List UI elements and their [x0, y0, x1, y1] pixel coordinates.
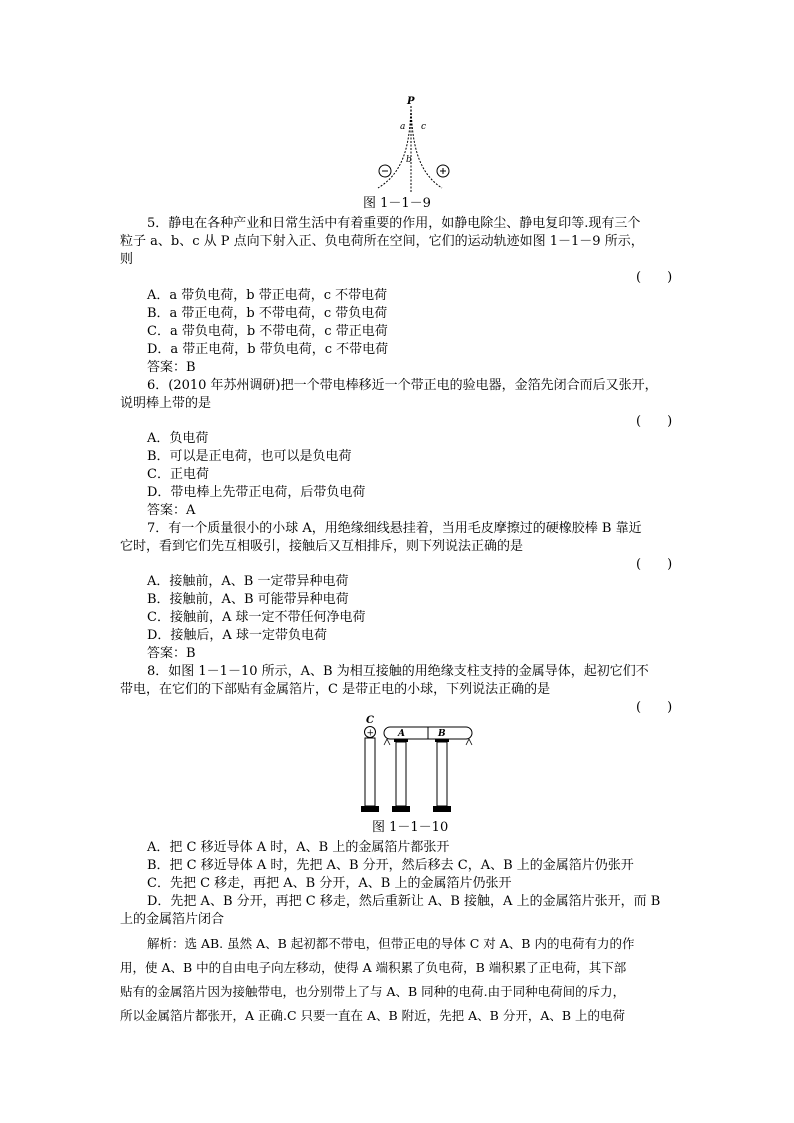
q8-analysis-line-4: 所以金属箔片都张开，A 正确.C 只要一直在 A、B 附近，先把 A、B 分开，A、B 上的电荷	[120, 1008, 626, 1023]
q5-option-b: B．a 带正电荷，b 不带电荷，c 带负电荷	[147, 306, 388, 321]
figure-1-1-9	[350, 92, 470, 202]
q6-stem-line-2: 说明棒上带的是	[120, 396, 212, 411]
stand-c-base	[361, 806, 379, 812]
q5-option-d: D．a 带正电荷，b 带负电荷，c 不带电荷	[147, 342, 389, 357]
figure-1-1-9-caption: 图 1－1－9	[363, 196, 431, 211]
fig1-label-P: P	[407, 96, 415, 107]
fig2-label-C: C	[366, 715, 374, 726]
q7-answer-paren: ( )	[636, 557, 673, 572]
figure-1-1-10-caption: 图 1－1－10	[372, 820, 449, 835]
q5-answer-paren: ( )	[636, 270, 673, 285]
fig2-plus: +	[366, 728, 375, 739]
q6-option-d: D．带电棒上先带正电荷，后带负电荷	[147, 485, 366, 500]
q7-option-b: B．接触前，A、B 可能带异种电荷	[147, 592, 349, 607]
q6-answer: 答案：A	[147, 503, 196, 518]
q8-option-b: B．把 C 移近导体 A 时，先把 A、B 分开，然后移去 C，A、B 上的金属箔片仍张开	[147, 858, 634, 873]
q7-stem-line-1: 7．有一个质量很小的小球 A，用绝缘细线悬挂着，当用毛皮摩擦过的硬橡胶棒 B 靠近	[147, 521, 642, 536]
q7-option-d: D．接触后，A 球一定带负电荷	[147, 628, 327, 643]
stand-b-base	[433, 806, 451, 812]
q8-answer-paren: ( )	[636, 700, 673, 715]
fig2-label-B: B	[438, 729, 446, 739]
q6-option-c: C．正电荷	[147, 467, 209, 482]
q5-option-a: A．a 带负电荷，b 带正电荷，c 不带电荷	[147, 288, 388, 303]
q7-option-a: A．接触前，A、B 一定带异种电荷	[147, 574, 349, 589]
q8-stem-line-1: 8．如图 1－1－10 所示，A、B 为相互接触的用绝缘支柱支持的金属导体，起初它们不	[147, 664, 649, 679]
stand-a-base	[392, 806, 410, 812]
figure-1-1-10	[355, 713, 485, 819]
q6-option-a: A．负电荷	[147, 431, 209, 446]
q5-stem-line-3: 则	[120, 252, 134, 267]
q5-answer: 答案：B	[147, 360, 196, 375]
q7-answer: 答案：B	[147, 646, 196, 661]
foil-left	[384, 739, 390, 745]
q6-stem-line-1: 6．(2010 年苏州调研)把一个带电棒移近一个带正电的验电器，金箔先闭合而后又张开，	[147, 378, 658, 393]
q7-stem-line-2: 它时，看到它们先互相吸引，接触后又互相排斥，则下列说法正确的是	[120, 539, 524, 554]
q8-option-d: D．先把 A、B 分开，再把 C 移走，然后重新让 A、B 接触，A 上的金属箔片张开，而 B	[147, 894, 661, 909]
q5-stem-line-2: 粒子 a、b、c 从 P 点向下射入正、负电荷所在空间，它们的运动轨迹如图 1－1－9 所示，	[120, 234, 644, 249]
q5-stem-line-1: 5．静电在各种产业和日常生活中有着重要的作用，如静电除尘、静电复印等.现有三个	[147, 216, 641, 231]
q8-stem-line-2: 带电，在它们的下部贴有金属箔片，C 是带正电的小球，下列说法正确的是	[120, 682, 551, 697]
q8-analysis-line-1: 解析：选 AB. 虽然 A、B 起初都不带电，但带正电的导体 C 对 A、B 内的电荷有力的作	[147, 936, 635, 951]
fig1-label-c: c	[421, 122, 427, 132]
trajectory-c	[411, 106, 442, 188]
q8-analysis-line-2: 用，使 A、B 中的自由电子向左移动，使得 A 端积累了负电荷，B 端积累了正电荷，其下部	[120, 960, 627, 975]
q6-answer-paren: ( )	[636, 414, 673, 429]
q7-option-c: C．接触前，A 球一定不带任何净电荷	[147, 610, 366, 625]
stand-a-pole	[396, 742, 406, 806]
q8-option-d-cont: 上的金属箔片闭合	[120, 912, 225, 927]
stand-c-pole	[365, 738, 375, 806]
stand-b-pole	[437, 742, 447, 806]
q5-option-c: C．a 带负电荷，b 不带电荷，c 带正电荷	[147, 324, 388, 339]
fig2-label-A: A	[398, 729, 405, 739]
q6-option-b: B．可以是正电荷，也可以是负电荷	[147, 449, 352, 464]
q8-option-a: A．把 C 移近导体 A 时，A、B 上的金属箔片都张开	[147, 840, 450, 855]
fig1-label-b: b	[406, 155, 412, 165]
fig1-label-a: a	[400, 122, 406, 132]
foil-right	[466, 739, 472, 745]
q8-analysis-line-3: 贴有的金属箔片因为接触带电，也分别带上了与 A、B 同种的电荷.由于同种电荷间的斥力，	[120, 984, 626, 999]
q8-option-c: C．先把 C 移走，再把 A、B 分开，A、B 上的金属箔片仍张开	[147, 876, 512, 891]
